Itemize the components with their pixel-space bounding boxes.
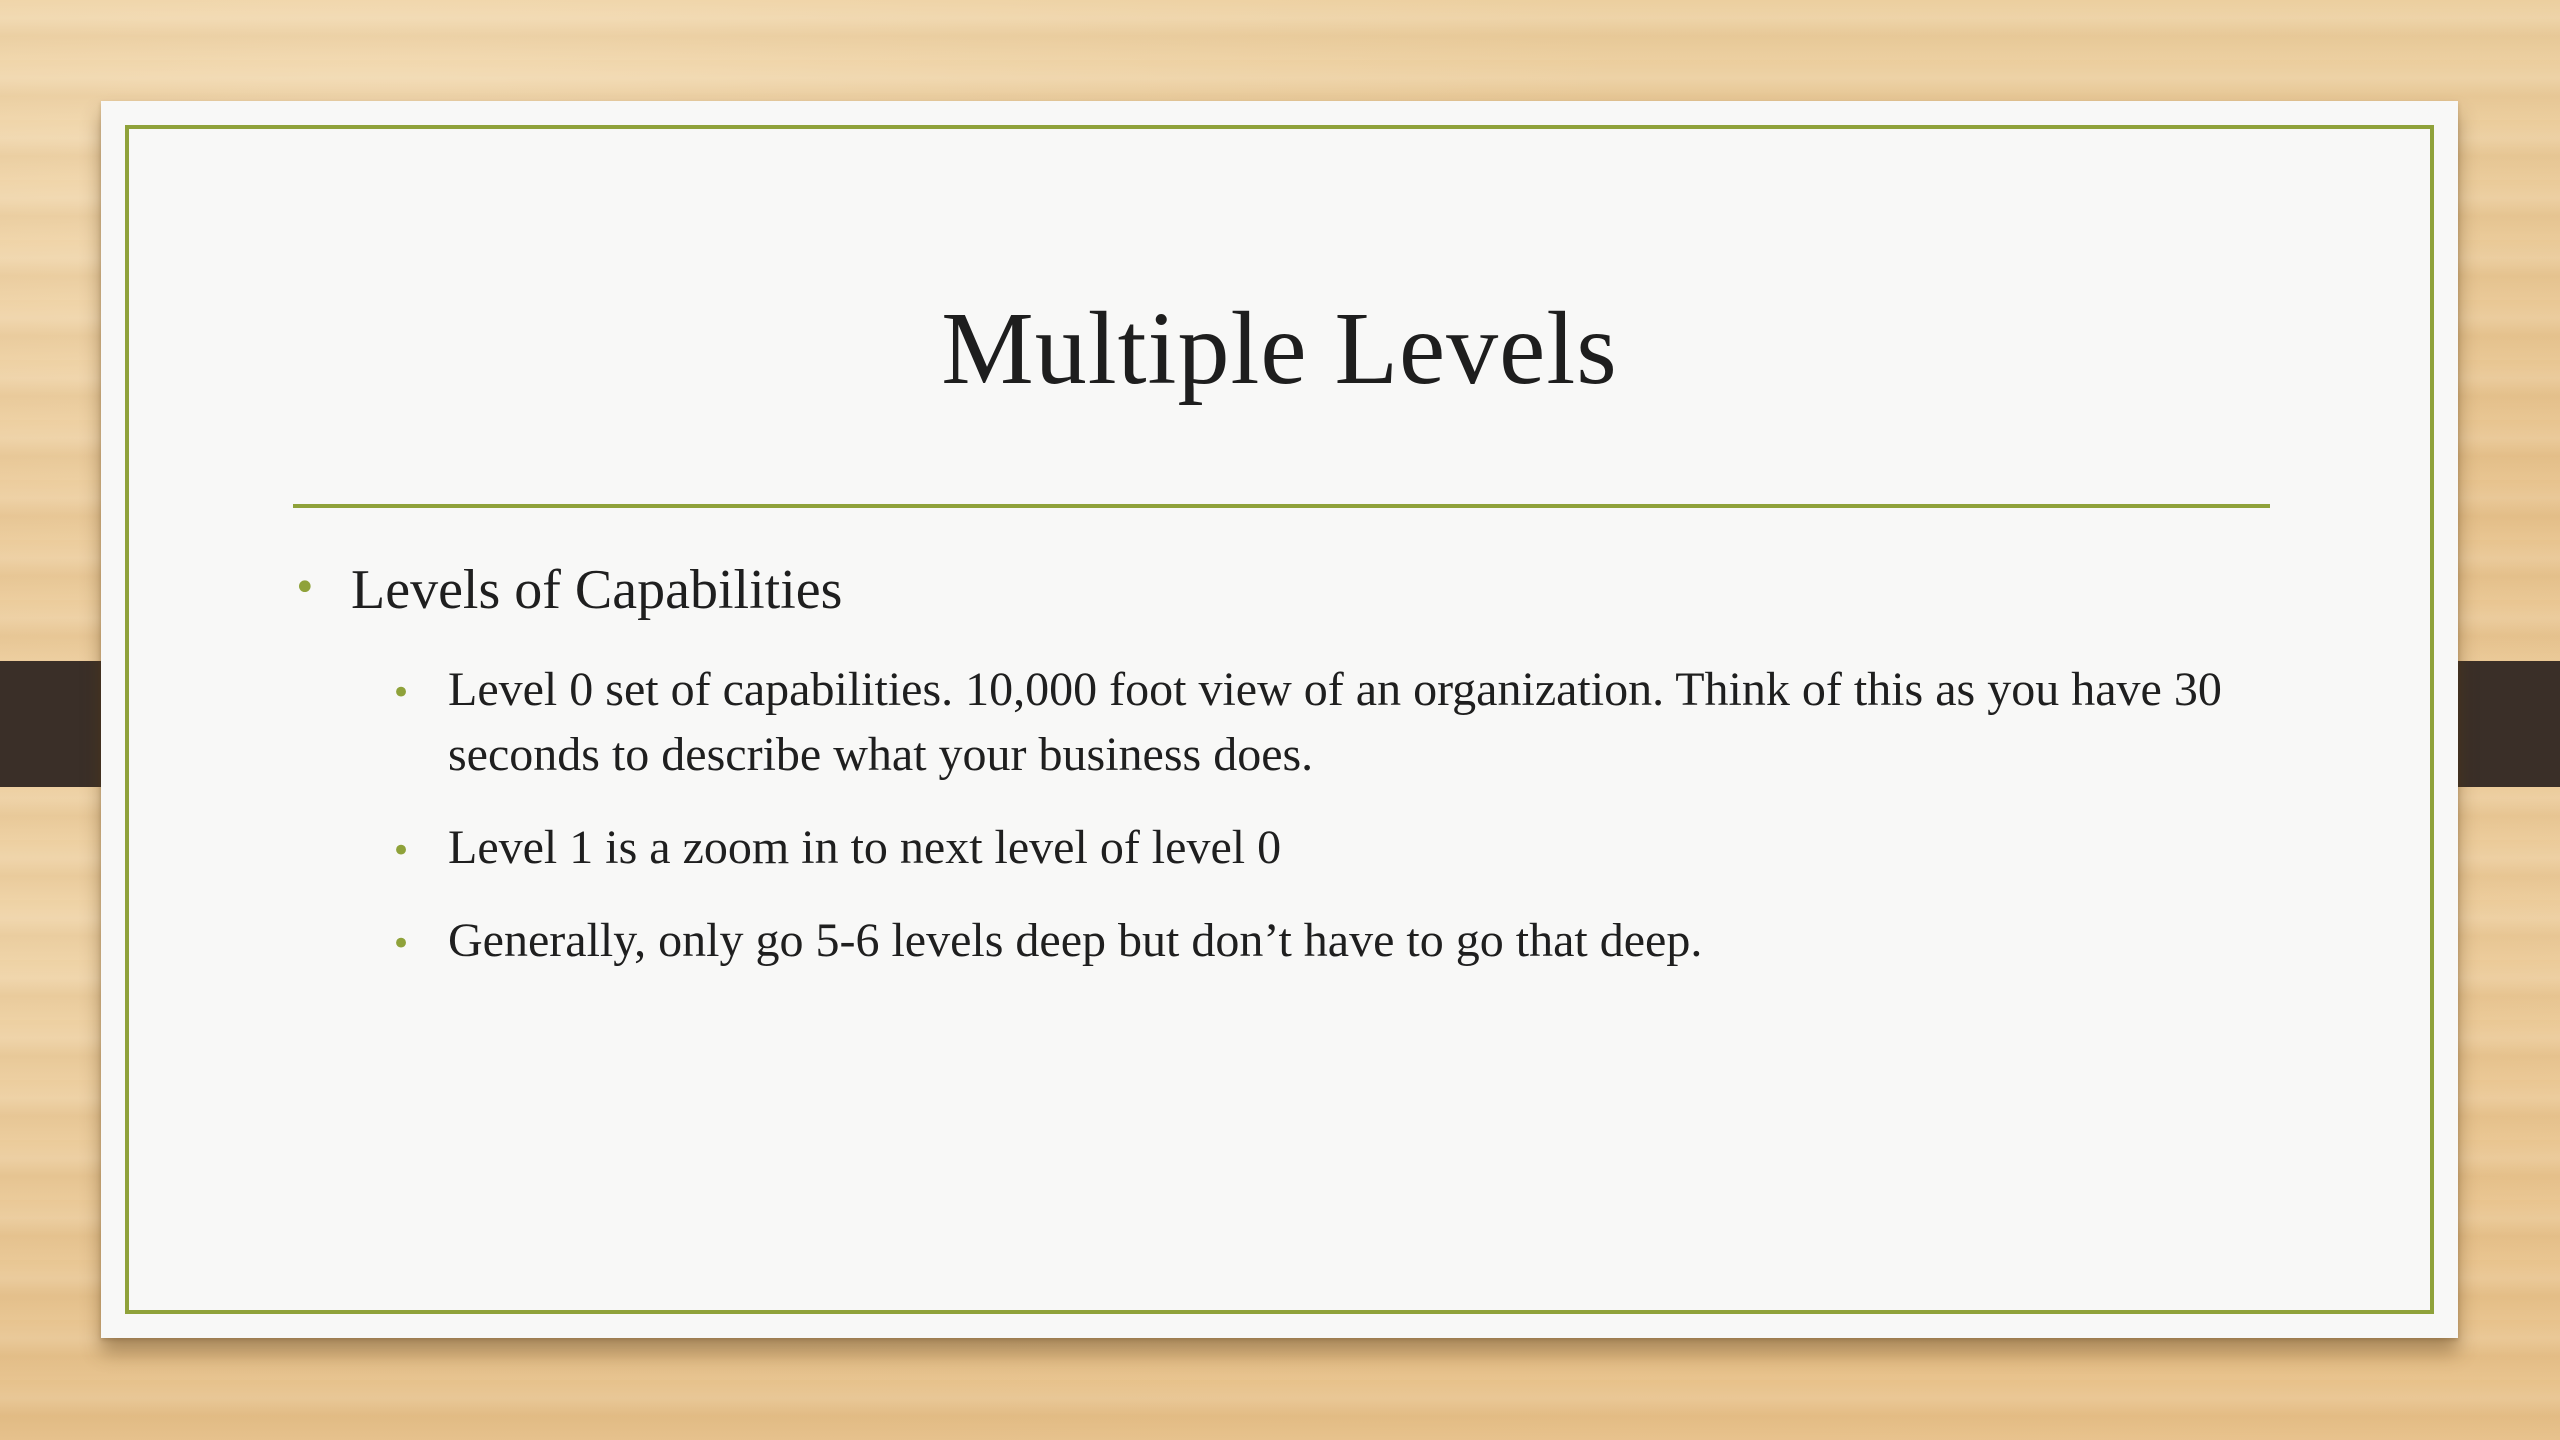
sub-bullet-text: Generally, only go 5-6 levels deep but don’t have to go that deep. [448,913,1703,967]
sub-bullet-level-1 [389,815,2303,880]
slide-title: Multiple Levels [941,291,1618,406]
bullet-icon: • [391,672,412,713]
sub-bullet-level-0 [389,657,2303,787]
bullet-list [293,553,2303,1001]
slide [101,101,2458,1338]
bullet-icon: • [391,830,412,871]
bullet-icon: • [391,923,412,964]
bullet-text: Levels of Capabilities [351,559,843,621]
sub-bullet-text: Level 0 set of capabilities. 10,000 foot view of an organization. Think of this as you have 30 seconds to describe what your business does. [448,662,2222,781]
sub-bullet-text: Level 1 is a zoom in to next level of level 0 [448,820,1282,874]
bullet-icon: • [293,565,317,611]
title-divider [293,504,2270,508]
bullet-levels-of-capabilities [293,553,2303,629]
sub-bullet-depth [389,908,2303,973]
